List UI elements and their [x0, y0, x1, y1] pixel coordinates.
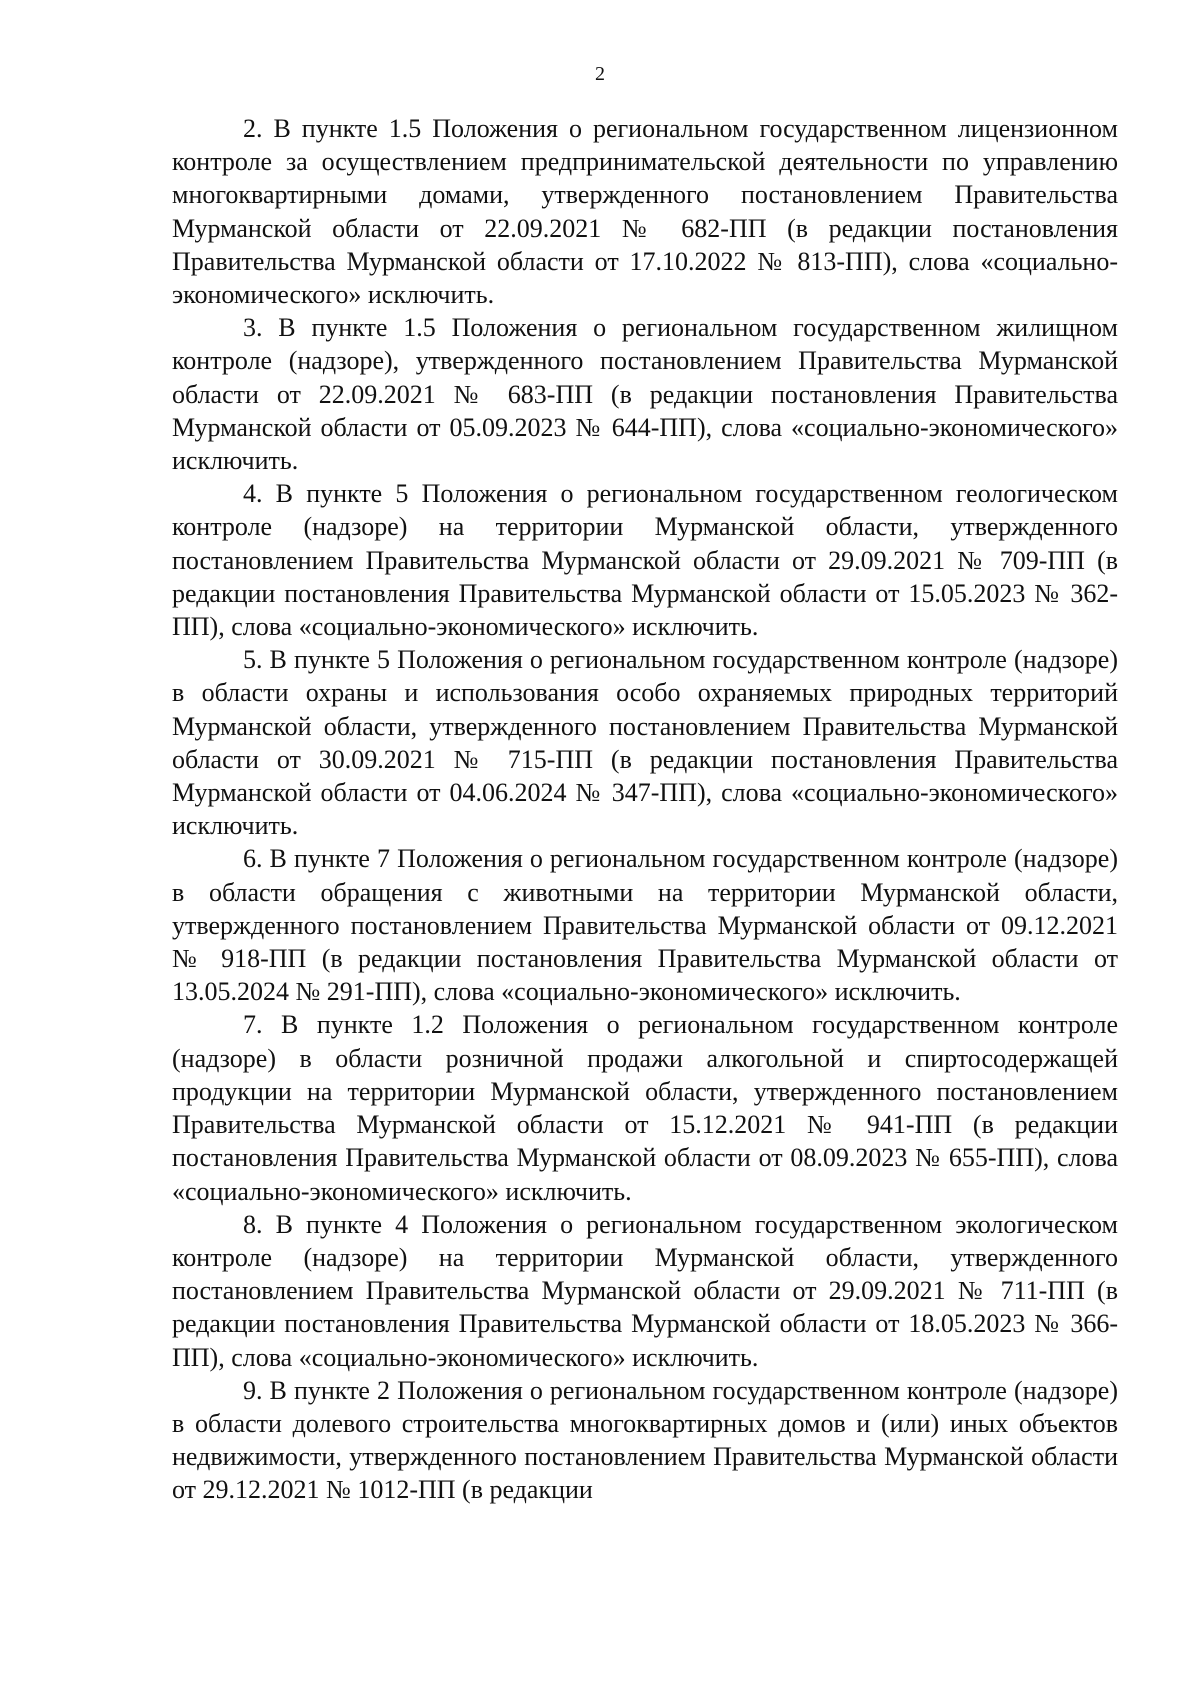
document-body — [172, 112, 1118, 1507]
paragraph-item-8: 8. В пункте 4 Положения о региональном государственном экологическом контроле (надзоре) на территории Мурманской области, утвержденного постановлением Правительства Мурманской области от 29.09.2021 № 711-ПП (в редакции постановления Правительства Мурманской области от 18.05.2023 № 366-ПП), слова «социально-экономического» исключить. — [172, 1209, 1118, 1372]
paragraph-item-3: 3. В пункте 1.5 Положения о региональном государственном жилищном контроле (надзоре), утвержденного постановлением Правительства Мурманской области от 22.09.2021 № 683-ПП (в редакции постановления Правительства Мурманской области от 05.09.2023 № 644-ПП), слова «социально-экономического» исключить. — [172, 313, 1118, 476]
paragraph-item-2: 2. В пункте 1.5 Положения о региональном государственном лицензионном контроле за осуществлением предпринимательской деятельности по управлению многоквартирными домами, утвержденного постановлением Правительства Мурманской области от 22.09.2021 № 682-ПП (в редакции постановления Правительства Мурманской области от 17.10.2022 № 813-ПП), слова «социально-экономического» исключить. — [172, 114, 1118, 310]
paragraph-item-6: 6. В пункте 7 Положения о региональном государственном контроле (надзоре) в области обращения с животными на территории Мурманской области, утвержденного постановлением Правительства Мурманской области от 09.12.2021 № 918-ПП (в редакции постановления Правительства Мурманской области от 13.05.2024 № 291-ПП), слова «социально-экономического» исключить. — [172, 844, 1118, 1007]
paragraph-item-5: 5. В пункте 5 Положения о региональном государственном контроле (надзоре) в области охраны и использования особо охраняемых природных территорий Мурманской области, утвержденного постановлением Правительства Мурманской области от 30.09.2021 № 715-ПП (в редакции постановления Правительства Мурманской области от 04.06.2024 № 347-ПП), слова «социально-экономического» исключить. — [172, 645, 1118, 841]
paragraph-item-7: 7. В пункте 1.2 Положения о региональном государственном контроле (надзоре) в области розничной продажи алкогольной и спиртосодержащей продукции на территории Мурманской области, утвержденного постановлением Правительства Мурманской области от 15.12.2021 № 941-ПП (в редакции постановления Правительства Мурманской области от 08.09.2023 № 655-ПП), слова «социально-экономического» исключить. — [172, 1010, 1118, 1206]
paragraph-item-4: 4. В пункте 5 Положения о региональном государственном геологическом контроле (надзоре) на территории Мурманской области, утвержденного постановлением Правительства Мурманской области от 29.09.2021 № 709-ПП (в редакции постановления Правительства Мурманской области от 15.05.2023 № 362-ПП), слова «социально-экономического» исключить. — [172, 479, 1118, 642]
paragraph-item-9: 9. В пункте 2 Положения о региональном государственном контроле (надзоре) в области долевого строительства многоквартирных домов и (или) иных объектов недвижимости, утвержденного постановлением Правительства Мурманской области от 29.12.2021 № 1012-ПП (в редакции — [172, 1375, 1118, 1505]
page-number: 2 — [595, 63, 605, 85]
